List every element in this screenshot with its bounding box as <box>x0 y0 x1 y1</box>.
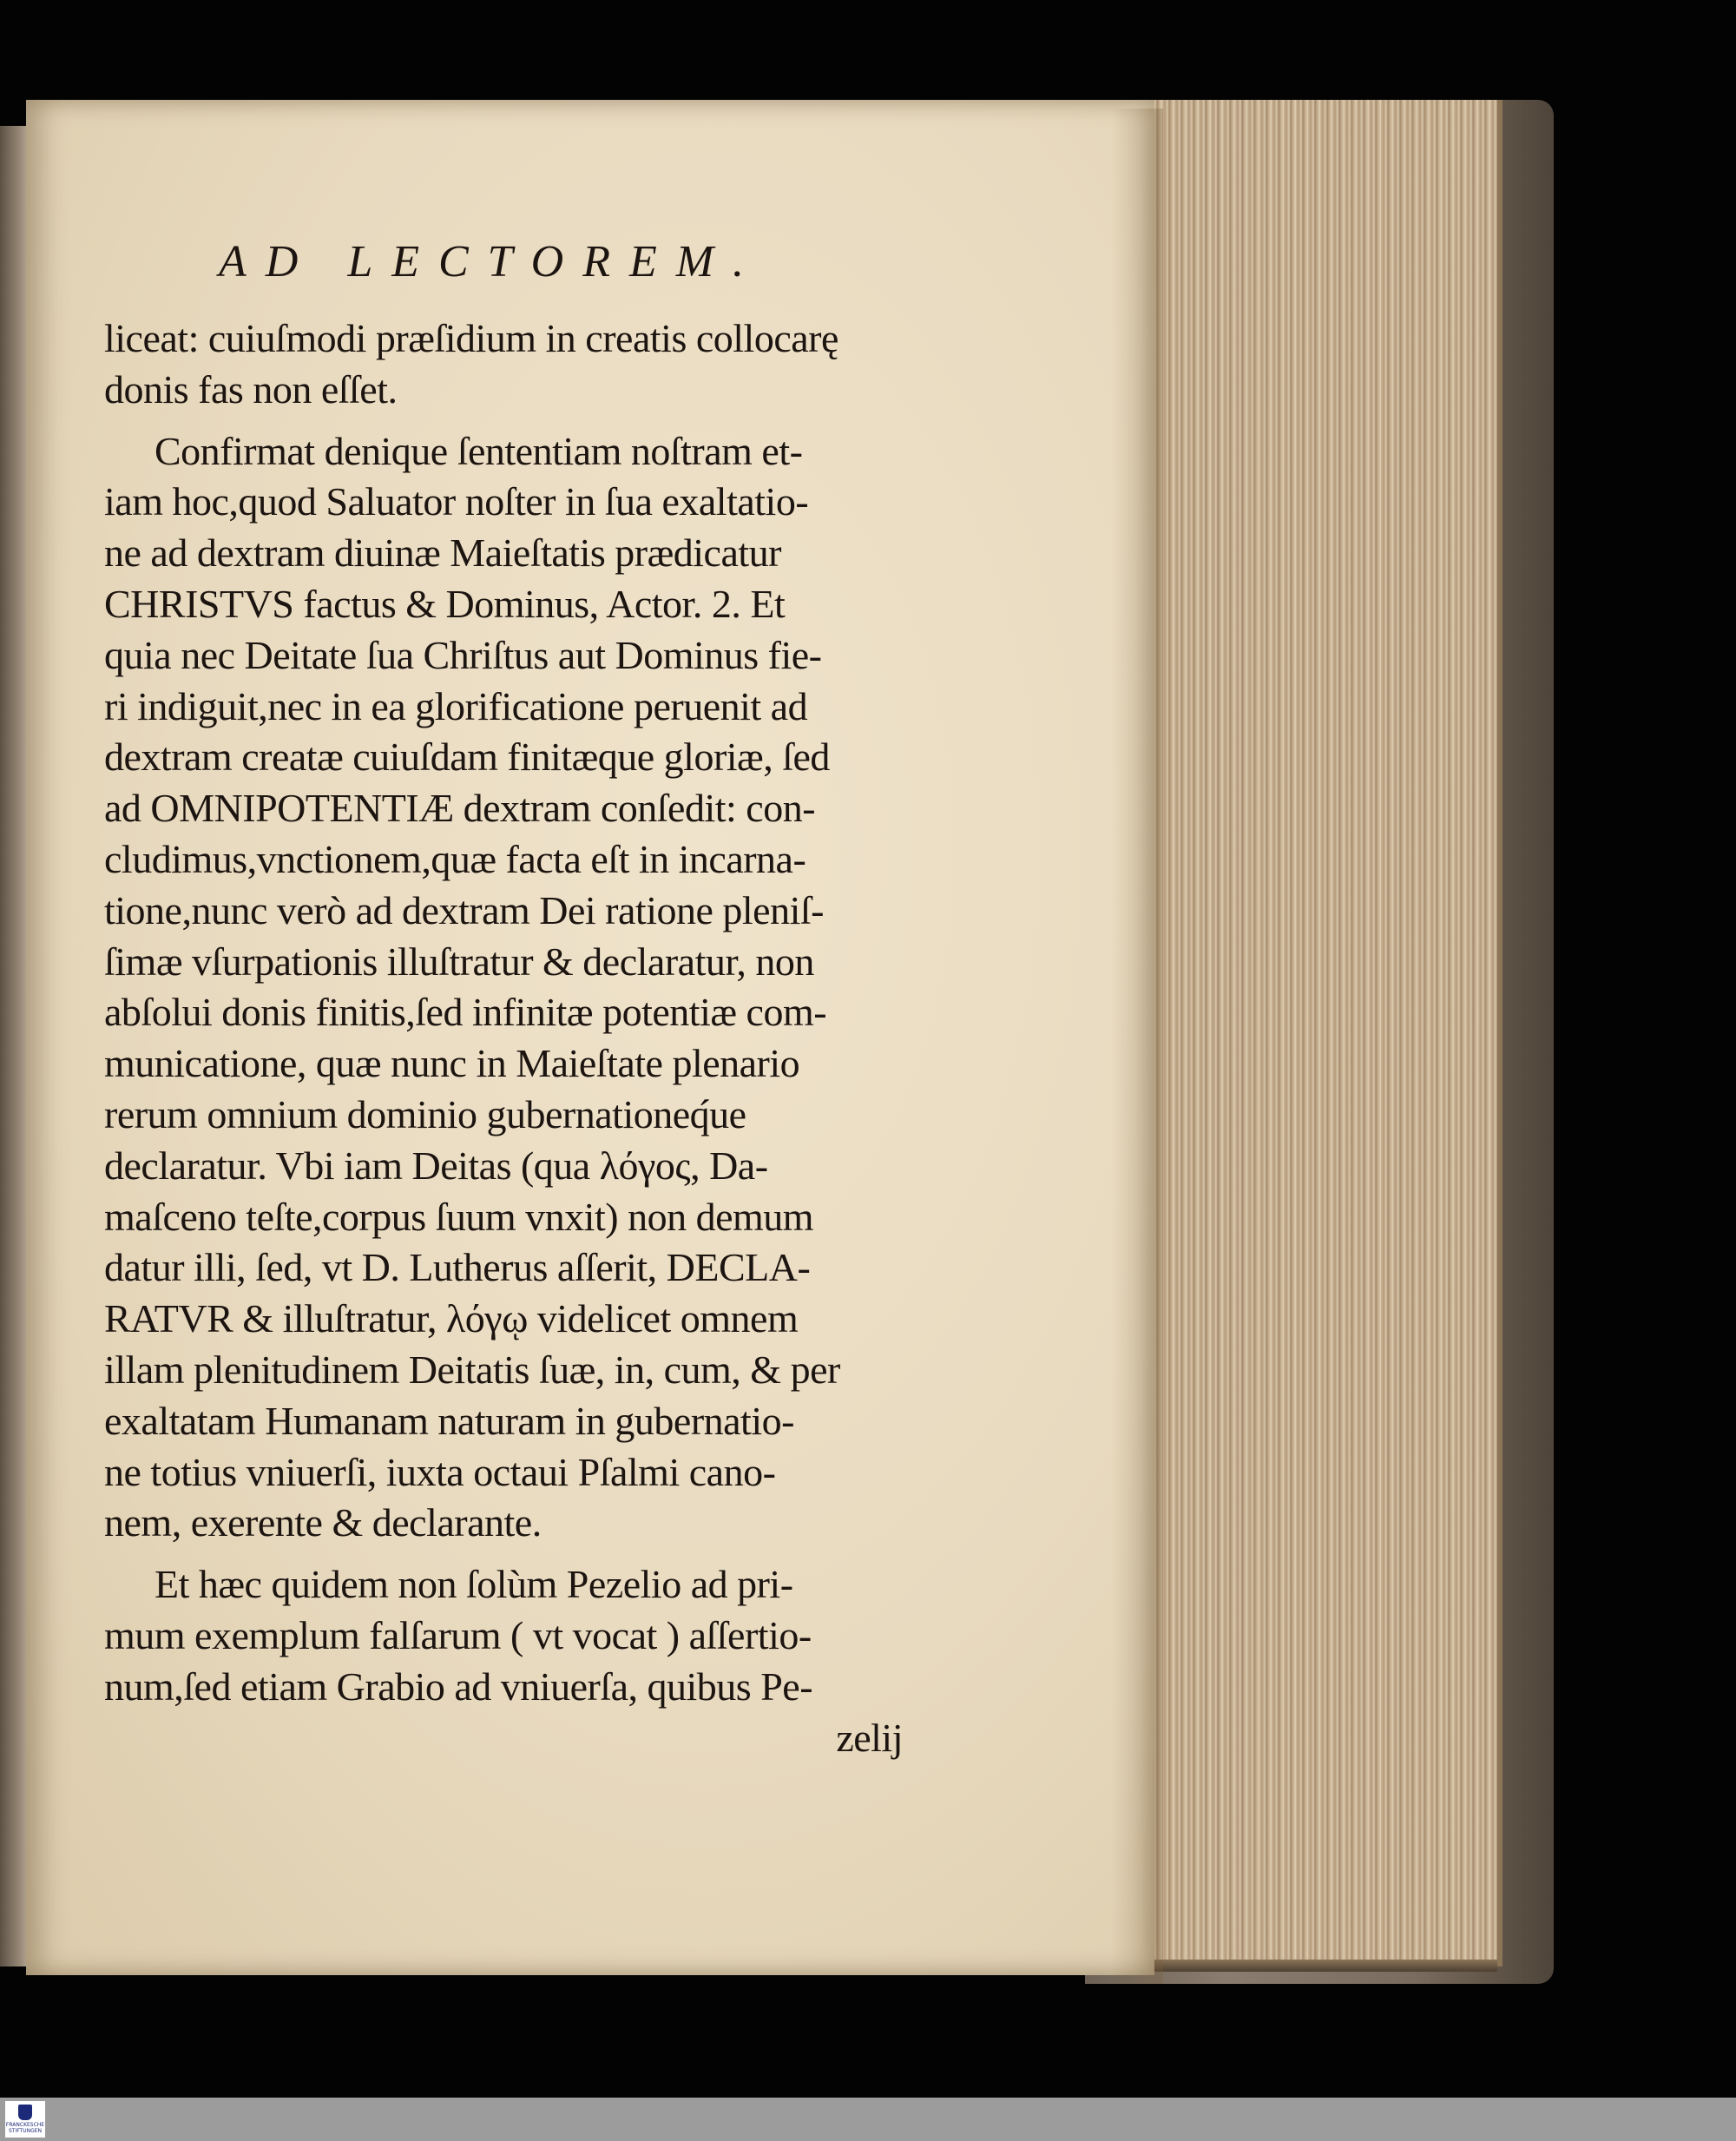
text-line: Confirmat denique ſententiam noſtram et- <box>155 428 803 473</box>
text-line: declaratur. Vbi iam Deitas (qua λόγος, Da- <box>104 1143 768 1188</box>
text-line: liceat: cuiuſmodi præſidium in creatis collocarę <box>104 316 838 360</box>
text-line: RATVR & illuſtratur, λόγῳ videlicet omnem <box>104 1296 799 1341</box>
page-gutter <box>1111 109 1163 1984</box>
text-line: illam plenitudinem Deitatis ſuæ, in, cum, & per <box>104 1347 840 1392</box>
text-line: mum exemplum falſarum ( vt vocat ) aſſertio- <box>104 1612 812 1657</box>
text-body <box>104 313 903 1763</box>
text-line: datur illi, ſed, vt D. Lutherus aſſerit, DECLA- <box>104 1245 811 1290</box>
text-line: exaltatam Humanam naturam in gubernatio- <box>104 1398 794 1443</box>
text-line: dextram creatæ cuiuſdam finitæque gloriæ, ſed <box>104 735 830 780</box>
text-line: tione,nunc verò ad dextram Dei ratione pleniſ- <box>104 887 824 932</box>
page-text <box>104 230 903 1763</box>
text-line: donis fas non eſſet. <box>104 366 398 412</box>
orphanage-logo-icon <box>18 2105 32 2120</box>
text-line: abſolui donis finitis,ſed infinitæ potentiæ com- <box>104 990 827 1035</box>
running-head: AD LECTOREM. <box>219 237 764 287</box>
text-line: ſimæ vſurpationis illuſtratur & declaratur, non <box>104 939 814 984</box>
library-logo[interactable] <box>5 2101 45 2138</box>
text-line: Et hæc quidem non ſolùm Pezelio ad pri- <box>155 1562 793 1607</box>
text-line: iam hoc,quod Saluator noſter in ſua exaltatio- <box>104 479 809 524</box>
text-line: ad OMNIPOTENTIÆ dextram conſedit: con- <box>104 786 816 831</box>
text-line: rerum omnium dominio gubernationeq́ue <box>104 1091 746 1136</box>
text-line: ri indiguit,nec in ea glorificatione peruenit ad <box>104 683 808 728</box>
footer-bar <box>0 2098 1736 2141</box>
book-photo <box>0 91 1554 2027</box>
text-line: num,ſed etiam Grabio ad vniuerſa, quibus Pe- <box>104 1663 813 1709</box>
text-line: zelij <box>836 1715 903 1760</box>
text-line: CHRISTVS factus & Dominus, Actor. 2. Et <box>104 581 786 626</box>
text-line: nem, exerente & declarante. <box>104 1500 542 1545</box>
book-page <box>26 100 1154 1975</box>
paragraph-gap <box>104 1549 903 1559</box>
logo-text: FRANCKESCHE STIFTUNGEN <box>5 2122 45 2134</box>
text-line: municatione, quæ nunc in Maieſtate plenario <box>104 1041 800 1086</box>
text-line: ne ad dextram diuinæ Maieſtatis prædicatur <box>104 530 781 576</box>
text-line: cludimus,vnctionem,quæ facta eſt in incarna- <box>104 836 806 881</box>
paragraph-gap <box>104 416 903 426</box>
text-line: ne totius vniuerſi, iuxta octaui Pſalmi cano- <box>104 1449 776 1494</box>
text-line: maſceno teſte,corpus ſuum vnxit) non demum <box>104 1194 814 1239</box>
text-line: quia nec Deitate ſua Chriſtus aut Dominus fie- <box>104 632 822 677</box>
